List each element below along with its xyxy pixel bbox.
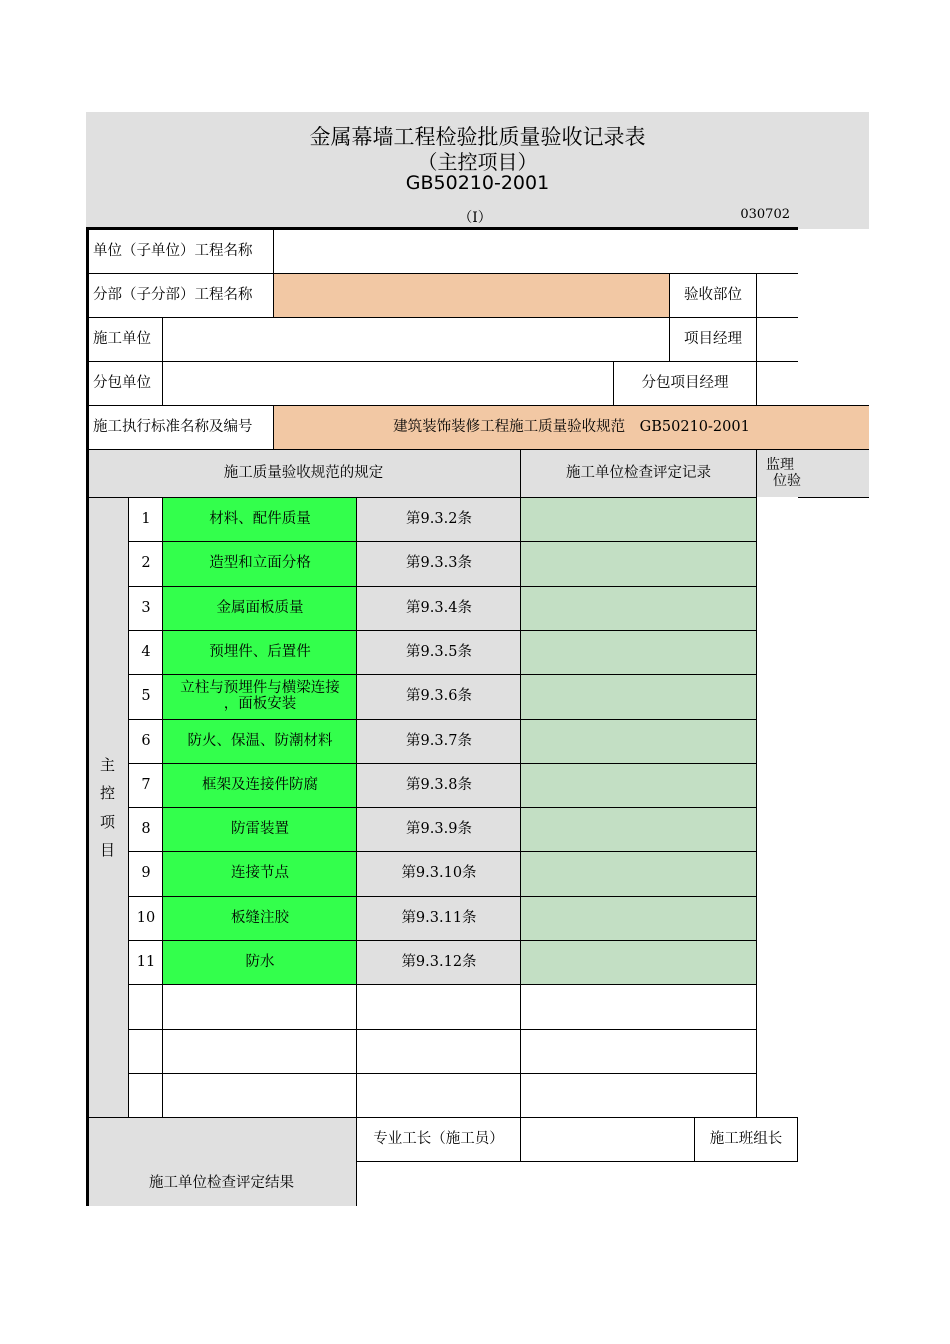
item-name (162, 984, 358, 1030)
item-record-field[interactable] (520, 674, 758, 720)
item-record-field[interactable] (520, 719, 758, 764)
foreman-field[interactable] (520, 1117, 695, 1162)
standard-field[interactable]: 建筑装饰装修工程施工质量验收规范 GB50210-2001 (273, 405, 869, 450)
item-number: 3 (128, 586, 164, 631)
item-record-field[interactable] (520, 851, 758, 897)
result-label: 施工单位检查评定结果 (86, 1161, 357, 1206)
item-clause: 第9.3.3条 (356, 541, 522, 587)
item-name: 板缝注胶 (162, 896, 358, 941)
item-clause: 第9.3.11条 (356, 896, 522, 941)
sub-project-label: 分部（子分部）工程名称 (86, 273, 274, 318)
item-name: 防雷装置 (162, 807, 358, 852)
item-record-field[interactable] (520, 984, 758, 1030)
item-record-field[interactable] (520, 586, 758, 631)
item-number: 9 (128, 851, 164, 897)
sub-manager-label: 分包项目经理 (613, 361, 757, 406)
item-number: 2 (128, 541, 164, 587)
form-title: 金属幕墙工程检验批质量验收记录表 (309, 125, 646, 149)
item-number (128, 984, 164, 1030)
item-name (162, 1029, 358, 1074)
subcontractor-field[interactable] (162, 361, 614, 406)
record-column-header: 施工单位检查评定记录 (520, 449, 757, 498)
item-record-field[interactable] (520, 497, 758, 542)
item-clause: 第9.3.7条 (356, 719, 522, 764)
item-clause: 第9.3.12条 (356, 940, 522, 985)
item-record-field[interactable] (520, 807, 758, 852)
subcontractor-label: 分包单位 (86, 361, 163, 406)
supervisor-column-header (756, 449, 869, 498)
item-name: 立柱与预埋件与横梁连接 ，面板安装 (162, 674, 358, 720)
project-manager-field[interactable] (756, 317, 798, 362)
item-name: 金属面板质量 (162, 586, 358, 631)
item-clause: 第9.3.8条 (356, 763, 522, 808)
supervisor-column-body[interactable] (756, 497, 798, 1118)
standard-label: 施工执行标准名称及编号 (86, 405, 274, 450)
item-record-field[interactable] (520, 541, 758, 587)
item-clause (356, 1073, 522, 1118)
item-name: 造型和立面分格 (162, 541, 358, 587)
item-name: 防水 (162, 940, 358, 985)
item-number: 7 (128, 763, 164, 808)
item-clause (356, 984, 522, 1030)
sub-manager-field[interactable] (756, 361, 798, 406)
item-number: 1 (128, 497, 164, 542)
item-number (128, 1073, 164, 1118)
contractor-field[interactable] (162, 317, 670, 362)
standard-code-title: GB50210-2001 (405, 172, 550, 194)
item-clause: 第9.3.9条 (356, 807, 522, 852)
item-name: 连接节点 (162, 851, 358, 897)
result-divider (356, 1161, 357, 1206)
item-number: 6 (128, 719, 164, 764)
project-manager-label: 项目经理 (669, 317, 757, 362)
supervisor-header-line2: 位验 (773, 472, 801, 489)
item-clause: 第9.3.5条 (356, 630, 522, 675)
unit-project-field[interactable] (273, 229, 798, 274)
item-name: 框架及连接件防腐 (162, 763, 358, 808)
supervisor-header-line1: 监理 (766, 457, 794, 474)
foreman-label: 专业工长（施工员） (356, 1117, 521, 1162)
table-left-border (86, 229, 89, 1206)
form-subtitle: （主控项目） (417, 150, 538, 174)
spec-column-header: 施工质量验收规范的规定 (86, 449, 521, 498)
team-leader-label: 施工班组长 (694, 1117, 798, 1162)
item-number: 11 (128, 940, 164, 985)
item-number: 5 (128, 674, 164, 720)
item-name: 防火、保温、防潮材料 (162, 719, 358, 764)
main-control-section-label: 主 控 项 目 (86, 497, 129, 1118)
sub-project-field[interactable] (273, 273, 670, 318)
unit-project-label: 单位（子单位）工程名称 (86, 229, 274, 274)
footer-gray-block (86, 1117, 357, 1162)
item-clause: 第9.3.4条 (356, 586, 522, 631)
item-clause (356, 1029, 522, 1074)
form-part-number: （Ⅰ） (458, 210, 492, 226)
item-record-field[interactable] (520, 1073, 758, 1118)
item-clause: 第9.3.2条 (356, 497, 522, 542)
item-record-field[interactable] (520, 630, 758, 675)
item-number: 8 (128, 807, 164, 852)
form-code: 030702 (740, 207, 790, 222)
item-name: 材料、配件质量 (162, 497, 358, 542)
item-name (162, 1073, 358, 1118)
acceptance-part-field[interactable] (756, 273, 798, 318)
item-number (128, 1029, 164, 1074)
item-number: 10 (128, 896, 164, 941)
item-record-field[interactable] (520, 896, 758, 941)
contractor-label: 施工单位 (86, 317, 163, 362)
item-record-field[interactable] (520, 1029, 758, 1074)
acceptance-part-label: 验收部位 (669, 273, 757, 318)
item-record-field[interactable] (520, 940, 758, 985)
item-number: 4 (128, 630, 164, 675)
item-clause: 第9.3.10条 (356, 851, 522, 897)
item-name: 预埋件、后置件 (162, 630, 358, 675)
item-clause: 第9.3.6条 (356, 674, 522, 720)
item-record-field[interactable] (520, 763, 758, 808)
